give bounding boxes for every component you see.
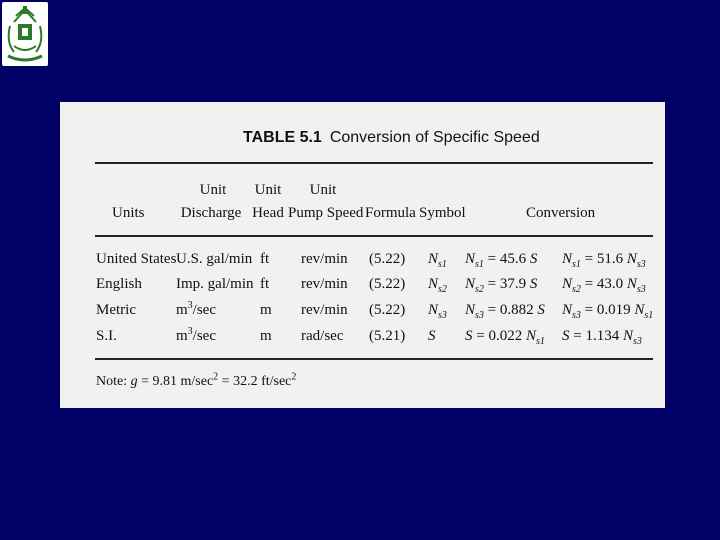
header-head: Head (252, 205, 284, 221)
table-number: TABLE 5.1 (243, 129, 322, 146)
cell-speed: rev/min (301, 276, 348, 292)
header-pump-speed: Pump Speed (288, 205, 364, 221)
cell-conversion-2: $N_{s2} = 43.0$ $N_{s3}$ (562, 276, 646, 295)
note-text: Note: g = 9.81 $m/\sec^2 = 32.2$ $ft/\sec^2$ (96, 371, 297, 389)
cell-conversion-2: $N_{s3} = 0.019$ $N_{s1}$ (562, 302, 654, 321)
cell-conversion-2: $N_{s1} = 51.6$ $N_{s3}$ (562, 251, 646, 270)
cell-units: Metric (96, 302, 136, 318)
cell-discharge: U.S. gal/min (176, 251, 253, 267)
cell-symbol: $N_{s1}$ (428, 251, 447, 270)
table-header-rule (95, 235, 653, 237)
header-pump-top: Unit (309, 182, 337, 198)
cell-conversion-1: $N_{s2} = 37.9$ S (465, 276, 538, 295)
table-caption: Conversion of Specific Speed (329, 129, 540, 146)
cell-formula: (5.22) (369, 251, 406, 267)
cell-discharge: $m^3/\sec$ (176, 326, 216, 344)
header-discharge: Discharge (180, 205, 242, 221)
header-discharge-top: Unit (199, 182, 227, 198)
cell-formula: (5.21) (369, 328, 406, 344)
header-formula: Formula (365, 205, 416, 221)
cell-discharge: Imp. gal/min (176, 276, 254, 292)
cell-units: United States (96, 251, 177, 267)
cell-head: m (260, 302, 272, 318)
university-emblem-icon (2, 2, 48, 66)
cell-discharge: $m^3/\sec$ (176, 300, 216, 318)
cell-head: ft (260, 276, 270, 292)
cell-speed: rad/sec (301, 328, 344, 344)
header-symbol: Symbol (419, 205, 466, 221)
cell-head: ft (260, 251, 270, 267)
cell-symbol: S (428, 328, 436, 344)
header-conversion: Conversion (526, 205, 596, 221)
table-title (243, 129, 540, 147)
header-head-top: Unit (254, 182, 282, 198)
cell-head: m (260, 328, 272, 344)
cell-speed: rev/min (301, 251, 348, 267)
table-note (96, 371, 297, 390)
cell-formula: (5.22) (369, 302, 406, 318)
cell-symbol: $N_{s2}$ (428, 276, 447, 295)
cell-symbol: $N_{s3}$ (428, 302, 447, 321)
header-units: Units (112, 205, 145, 221)
cell-formula: (5.22) (369, 276, 406, 292)
cell-conversion-1: $N_{s1} = 45.6$ S (465, 251, 538, 270)
cell-conversion-2: S = 1.134 $N_{s3}$ (562, 328, 642, 347)
table-top-rule (95, 162, 653, 164)
cell-speed: rev/min (301, 302, 348, 318)
cell-conversion-1: $N_{s3} = 0.882$ S (465, 302, 545, 321)
cell-units: English (96, 276, 142, 292)
cell-units: S.I. (96, 328, 117, 344)
conversion-table-scan (60, 102, 665, 408)
table-bottom-rule (95, 358, 653, 360)
cell-conversion-1: S = 0.022 $N_{s1}$ (465, 328, 545, 347)
